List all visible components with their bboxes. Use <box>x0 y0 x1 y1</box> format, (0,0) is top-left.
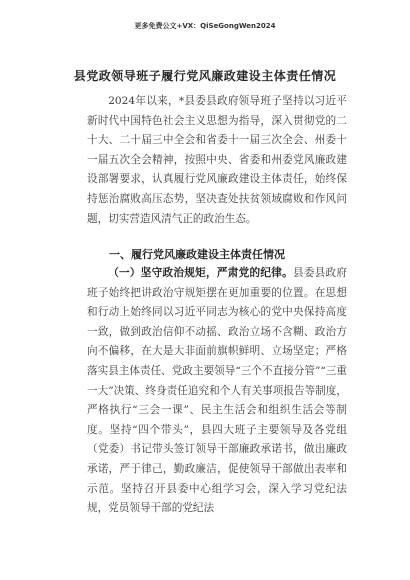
subsection-heading: （一）坚守政治规矩，严肃党的纪律。 <box>108 267 293 279</box>
section-one-paragraph <box>87 264 347 519</box>
document-title: 县党政领导班子履行党风廉政建设主体责任情况 <box>73 69 337 83</box>
section-heading-one: 一、履行党风廉政建设主体责任情况 <box>109 248 285 261</box>
intro-paragraph: 2024年以来，*县委县政府领导班子坚持以习近平新时代中国特色社会主义思想为指导，深入贯彻党的二十大、二十届三中全会和省委十一届三次全会、州委十一届五次全会精神，按照中央、省委和州委党风廉政建设部署要求，认真履行党风廉政建设主体责任，始终保持惩治腐败高压态势，坚决查处扶贫领域腐败和作风问题，切实营造风清气正的政治生态。 <box>87 95 347 225</box>
top-banner: 更多免费公文+VX：QiSeGongWen2024 <box>134 22 276 30</box>
subsection-text: 县委县政府班子始终把讲政治守规矩摆在更加重要的位置。在思想和行动上始终同以习近平同志为核心的党中央保持高度一致，做到政治信仰不动摇、政治立场不含糊、政治方向不偏移，在大是大非面前旗帜鲜明、立场坚定；严格落实县主体责任、党政主要领导“三个不直接分管”“三重一大”决策、终身责任追究和个人有关事项报告等制度，严格执行“三会一课”、民主生活会和组织生活会等制度。坚持“四个带头”，县四大班子主要领导及各党组（党委）书记带头签订领导干部廉政承诺书，做出廉政承诺，严于律己，勤政廉洁，促使领导干部做出表率和示范。坚持召开县委中心组学习会，深入学习党纪法规，党员领导干部的党纪法 <box>87 267 348 515</box>
